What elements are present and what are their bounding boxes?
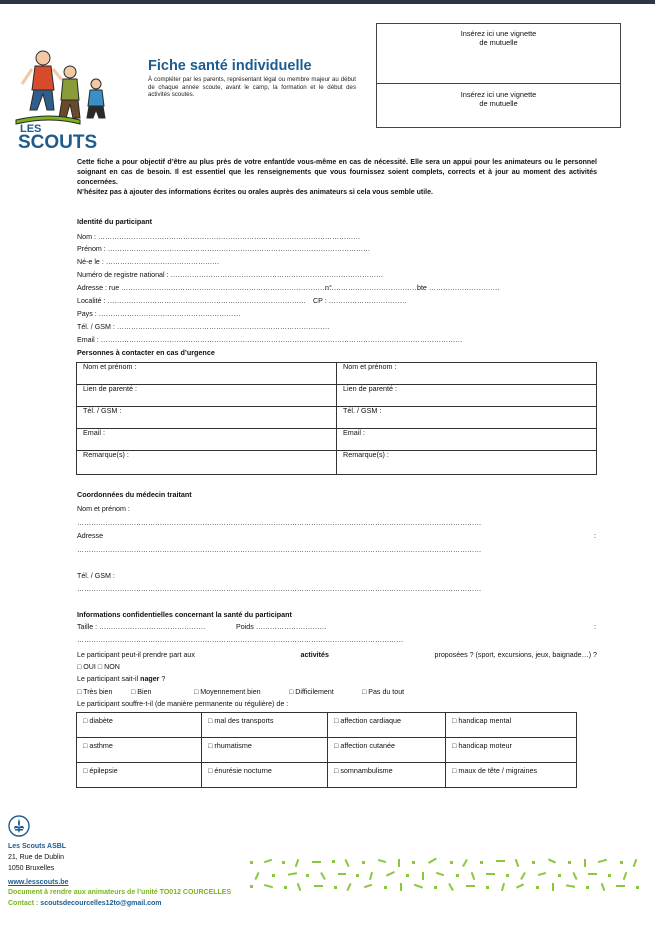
svg-text:SCOUTS: SCOUTS	[18, 132, 98, 152]
urgence-table	[76, 362, 597, 475]
field-adresse-boite[interactable]: bte …………………………	[417, 284, 500, 292]
urgence-2-email[interactable]: Email :	[337, 429, 597, 451]
footer-contact-email[interactable]: scoutsdecourcelles12to@gmail.com	[40, 900, 162, 907]
urgence-2-nom[interactable]: Nom et prénom :	[337, 363, 597, 385]
activites-question-bold: activités	[300, 651, 329, 659]
medecin-nom-dots: ………………………………………………………………………………………………………………………………………………………	[77, 519, 482, 527]
page-title: Fiche santé individuelle	[148, 58, 312, 74]
urgence-2-lien[interactable]: Lien de parenté :	[337, 385, 597, 407]
nager-option-tres-bien[interactable]: □ Très bien	[77, 688, 113, 696]
activites-question-pre: Le participant peut-il prendre part aux	[77, 651, 195, 659]
condition-checkbox[interactable]: □ mal des transports	[202, 713, 328, 738]
urgence-1-nom[interactable]: Nom et prénom :	[77, 363, 337, 385]
field-poids[interactable]: Poids …………………………	[236, 623, 327, 631]
field-pays[interactable]: Pays : ……………………………………………………	[77, 310, 241, 318]
medecin-tel-label[interactable]: Tél. / GSM :	[77, 572, 115, 580]
condition-checkbox[interactable]: □ rhumatisme	[202, 738, 328, 763]
decorative-pattern	[246, 857, 644, 893]
condition-checkbox[interactable]: □ somnambulisme	[328, 763, 446, 788]
field-cp[interactable]: CP : ……………………………	[313, 297, 407, 305]
medecin-heading: Coordonnées du médecin traitant	[77, 490, 192, 499]
footer-website-link[interactable]: www.lesscouts.be	[8, 879, 69, 886]
nager-question-bold: nager	[140, 675, 160, 683]
condition-checkbox[interactable]: □ énurésie nocturne	[202, 763, 328, 788]
urgence-2-remarques[interactable]: Remarque(s) :	[337, 451, 597, 475]
condition-checkbox[interactable]: □ handicap moteur	[446, 738, 577, 763]
intro-text	[77, 158, 597, 198]
medecin-adresse-colon: :	[594, 532, 596, 540]
urgence-1-email[interactable]: Email :	[77, 429, 337, 451]
activites-question	[77, 651, 597, 660]
vignette-2-text: Insérez ici une vignette de mutuelle	[460, 90, 537, 108]
field-nom[interactable]: Nom : …………………………………………………………………………………………………	[77, 233, 361, 241]
nager-option-bien[interactable]: □ Bien	[131, 688, 152, 696]
condition-checkbox[interactable]: □ maux de tête / migraines	[446, 763, 577, 788]
scouts-logo	[10, 44, 130, 152]
field-adresse-numero[interactable]: n° ………………………………	[325, 284, 419, 292]
condition-checkbox[interactable]: □ épilepsie	[77, 763, 202, 788]
footer-contact-label: Contact :	[8, 900, 39, 907]
sante-heading: Informations confidentielles concernant la santé du participant	[77, 610, 292, 619]
condition-checkbox[interactable]: □ affection cutanée	[328, 738, 446, 763]
field-registre[interactable]: Numéro de registre national : ………………………………………………………………………………	[77, 271, 384, 279]
fleur-de-lis-icon	[8, 815, 30, 837]
condition-checkbox[interactable]: □ handicap mental	[446, 713, 577, 738]
footer-address-2: 1050 Bruxelles	[8, 865, 55, 872]
nager-option-difficilement[interactable]: □ Difficilement	[289, 688, 334, 696]
field-tel[interactable]: Tél. / GSM : ………………………………………………………………………………	[77, 323, 330, 331]
nager-option-pas-du-tout[interactable]: □ Pas du tout	[362, 688, 405, 696]
field-prenom[interactable]: Prénom : …………………………………………………………………………………………………	[77, 245, 371, 253]
condition-checkbox[interactable]: □ asthme	[77, 738, 202, 763]
condition-checkbox[interactable]: □ diabète	[77, 713, 202, 738]
sante-dots: …………………………………………………………………………………………………………………………	[77, 636, 404, 644]
svg-text:LES: LES	[20, 123, 42, 135]
field-taille[interactable]: Taille : ………………………………………	[77, 623, 206, 631]
urgence-1-lien[interactable]: Lien de parenté :	[77, 385, 337, 407]
footer-org: Les Scouts ASBL	[8, 843, 67, 850]
intro-paragraph-2: N’hésitez pas à ajouter des informations écrites ou orales auprès des animateurs si cela vous semble utile.	[77, 188, 433, 196]
medecin-tel-dots: ………………………………………………………………………………………………………………………………………………………	[77, 585, 482, 593]
souffre-question: Le participant souffre-t-il (de manière permanente ou régulière) de :	[77, 700, 289, 708]
field-adresse-rue[interactable]: Adresse : rue ………………………………………………………………………………	[77, 284, 334, 292]
vignette-divider	[377, 83, 620, 84]
intro-paragraph-1: Cette fiche a pour objectif d’être au plus près de votre enfant/de vous-même en cas de nécessité. Elle sera un appui pour les animateurs ou le personnel soignant en cas de besoin. Il est essentiel que les renseignements que vous fournissez soient complets, corrects et à jour au moment des activités concernées.	[77, 159, 597, 186]
urgence-heading: Personnes à contacter en cas d’urgence	[77, 348, 215, 357]
nager-question-pre: Le participant sait-il	[77, 675, 139, 683]
condition-checkbox[interactable]: □ affection cardiaque	[328, 713, 446, 738]
footer-document-note: Document à rendre aux animateurs de l’unité TO012 COURCELLES	[8, 889, 232, 896]
medecin-adresse-dots: ………………………………………………………………………………………………………………………………………………………	[77, 546, 482, 554]
vignette-box	[376, 23, 621, 128]
medecin-nom-label[interactable]: Nom et prénom :	[77, 505, 130, 513]
field-localite[interactable]: Localité : …………………………………………………………………………	[77, 297, 306, 305]
footer-address-1: 21, Rue de Dublin	[8, 854, 65, 861]
activites-question-post: proposées ? (sport, excursions, jeux, baignade…) ?	[434, 651, 597, 659]
vignette-1-text: Insérez ici une vignette de mutuelle	[460, 29, 537, 47]
field-ne-le[interactable]: Né-e le : …………………………………………	[77, 258, 220, 266]
identity-heading: Identité du participant	[77, 217, 153, 226]
activites-oui-non[interactable]: □ OUI □ NON	[77, 663, 120, 671]
footer-contact	[8, 900, 162, 908]
urgence-2-tel[interactable]: Tél. / GSM :	[337, 407, 597, 429]
top-bar	[0, 0, 655, 4]
nager-question-post: ?	[161, 675, 166, 683]
urgence-1-tel[interactable]: Tél. / GSM :	[77, 407, 337, 429]
sante-colon: :	[594, 623, 596, 631]
nager-question	[77, 675, 165, 684]
page-subtitle: À compléter par les parents, représentant légal ou membre majeur au début de chaque année scoute, avant le camp, la formation et le début des activités scoutes.	[148, 76, 356, 99]
nager-option-moyennement[interactable]: □ Moyennement bien	[194, 688, 261, 696]
field-email[interactable]: Email : ………………………………………………………………………………………………………………………………………	[77, 336, 463, 344]
conditions-table	[76, 712, 577, 788]
medecin-adresse-label[interactable]: Adresse	[77, 532, 104, 540]
urgence-1-remarques[interactable]: Remarque(s) :	[77, 451, 337, 475]
